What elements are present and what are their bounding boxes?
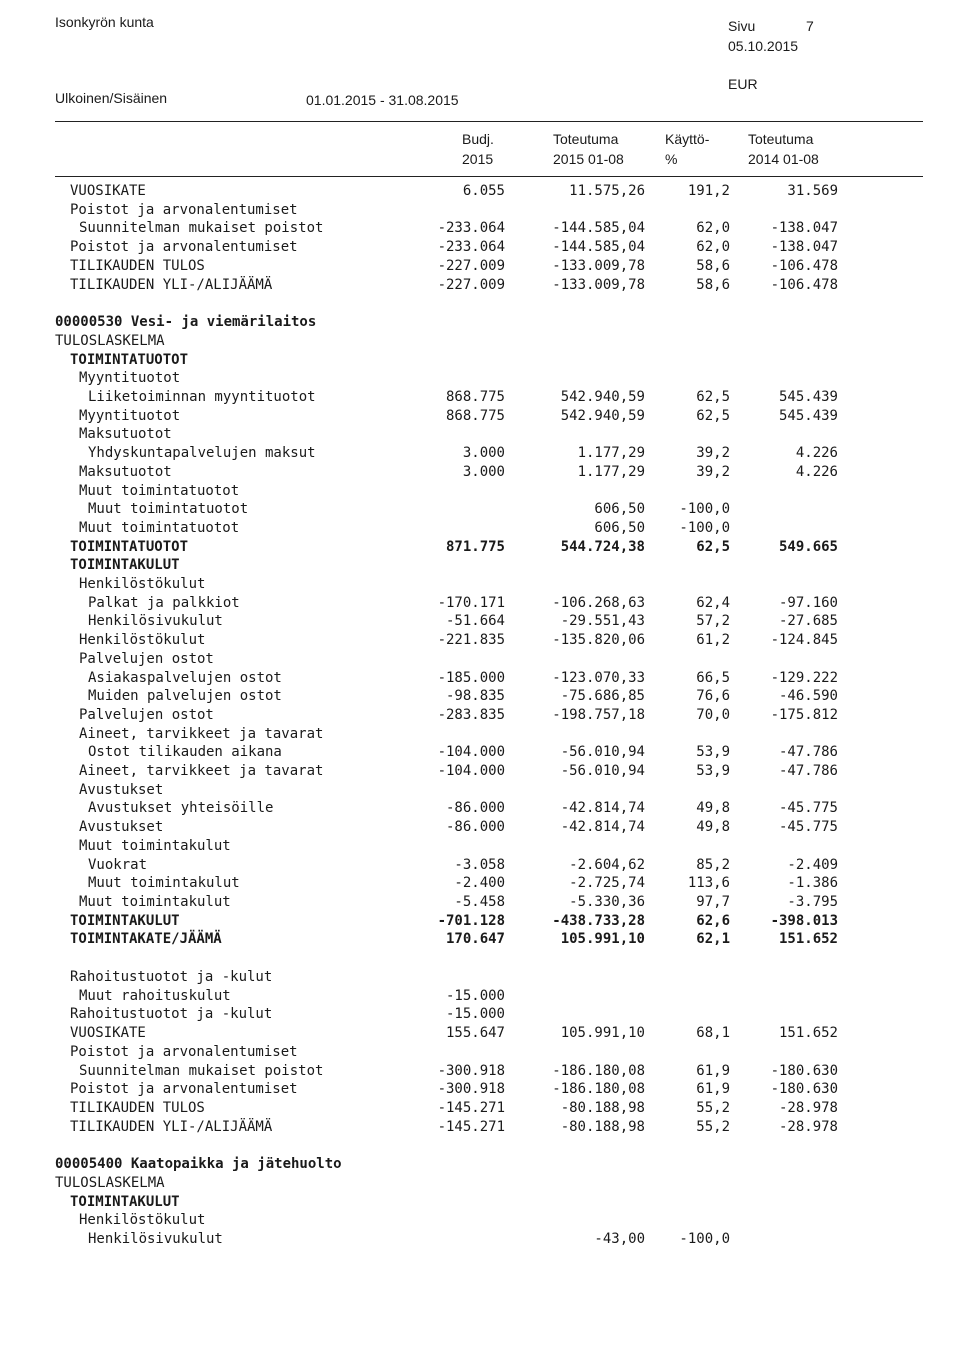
row-label: Aineet, tarvikkeet ja tavarat bbox=[79, 763, 324, 779]
usage-percent-cell: 49,8 bbox=[696, 819, 730, 836]
actual-2014-cell: 151.652 bbox=[778, 1025, 838, 1042]
usage-percent-cell: 57,2 bbox=[696, 613, 730, 630]
actual-2015-cell: -135.820,06 bbox=[552, 632, 645, 649]
actual-2015-cell: 11.575,26 bbox=[569, 183, 645, 199]
usage-percent-cell: 58,6 bbox=[696, 257, 730, 274]
usage-percent-cell: 62,5 bbox=[696, 407, 730, 424]
row-label: Muut toimintatuotot bbox=[88, 501, 249, 518]
column-header-rule bbox=[55, 176, 923, 177]
actual-2014-cell: -138.047 bbox=[770, 239, 838, 256]
col-usage-line1: Käyttö- bbox=[665, 131, 710, 147]
actual-2014-cell: -129.222 bbox=[770, 669, 838, 686]
usage-percent-cell: 68,1 bbox=[696, 1025, 730, 1042]
table-row bbox=[0, 613, 960, 632]
row-label: Muut toimintakulut bbox=[79, 893, 231, 910]
actual-2014-cell: -1.386 bbox=[787, 875, 838, 892]
actual-2014-cell: -2.409 bbox=[787, 856, 838, 873]
usage-percent-cell: 62,0 bbox=[696, 220, 730, 237]
budget-2015-cell: -145.271 bbox=[437, 1099, 505, 1116]
usage-percent-cell: 85,2 bbox=[696, 856, 730, 873]
table-row bbox=[0, 370, 960, 389]
table-row bbox=[0, 988, 960, 1007]
actual-2015-cell: -2.604,62 bbox=[569, 856, 645, 873]
row-label: Henkilöstökulut bbox=[79, 632, 206, 649]
actual-2015-cell: -133.009,78 bbox=[552, 276, 645, 293]
usage-percent-cell: 61,9 bbox=[696, 1062, 730, 1079]
actual-2014-cell: -106.478 bbox=[770, 257, 838, 274]
actual-2014-cell: -45.775 bbox=[778, 819, 838, 836]
table-row bbox=[0, 1006, 960, 1025]
actual-2014-cell: 549.665 bbox=[778, 538, 838, 555]
row-label: TOIMINTATUOTOT bbox=[70, 538, 189, 555]
row-label: TILIKAUDEN TULOS bbox=[70, 1099, 205, 1116]
budget-2015-cell: -104.000 bbox=[437, 763, 505, 779]
usage-percent-cell: 39,2 bbox=[696, 463, 730, 480]
row-label: Avustukset yhteisöille bbox=[88, 800, 274, 817]
budget-2015-cell: -86.000 bbox=[445, 819, 505, 836]
row-label: Muiden palvelujen ostot bbox=[88, 688, 282, 705]
row-label: Henkilöstökulut bbox=[79, 576, 206, 592]
actual-2014-cell: 4.226 bbox=[795, 463, 838, 480]
actual-2014-cell: -28.978 bbox=[778, 1118, 838, 1135]
row-label: Muut toimintatuotot bbox=[79, 482, 240, 499]
table-row bbox=[0, 1025, 960, 1044]
row-label: Rahoitustuotot ja -kulut bbox=[70, 1006, 273, 1023]
row-label: TOIMINTAKULUT bbox=[70, 557, 180, 574]
actual-2015-cell: -198.757,18 bbox=[552, 706, 645, 723]
budget-2015-cell: 3.000 bbox=[462, 463, 505, 480]
actual-2015-cell: 606,50 bbox=[594, 501, 645, 518]
row-label: Myyntituotot bbox=[79, 370, 181, 387]
col-prev-actual-line1: Toteutuma bbox=[748, 131, 814, 147]
budget-2015-cell: -145.271 bbox=[437, 1118, 505, 1135]
row-label: 00005400 Kaatopaikka ja jätehuolto bbox=[55, 1156, 342, 1173]
usage-percent-cell: 113,6 bbox=[687, 875, 730, 892]
table-row bbox=[0, 800, 960, 819]
actual-2014-cell: -47.786 bbox=[778, 763, 838, 779]
row-label: Maksutuotot bbox=[79, 463, 172, 480]
table-row bbox=[0, 651, 960, 670]
actual-2015-cell: -29.551,43 bbox=[560, 613, 645, 630]
actual-2015-cell: -123.070,33 bbox=[552, 669, 645, 686]
table-row bbox=[0, 183, 960, 202]
table-row bbox=[0, 258, 960, 277]
budget-2015-cell: -2.400 bbox=[454, 875, 505, 892]
actual-2015-cell: 606,50 bbox=[594, 519, 645, 536]
budget-2015-cell: -86.000 bbox=[445, 800, 505, 817]
row-label: VUOSIKATE bbox=[70, 1025, 146, 1042]
col-budget-line1: Budj. bbox=[462, 131, 494, 147]
row-label: Muut toimintakulut bbox=[79, 837, 231, 854]
budget-2015-cell: -185.000 bbox=[437, 669, 505, 686]
budget-2015-cell: -227.009 bbox=[437, 276, 505, 293]
usage-percent-cell: -100,0 bbox=[679, 501, 730, 518]
actual-2014-cell: 151.652 bbox=[778, 931, 838, 948]
col-budget-line2: 2015 bbox=[462, 151, 494, 167]
table-row bbox=[0, 819, 960, 838]
table-row bbox=[0, 557, 960, 576]
col-actual-line2: 2015 01-08 bbox=[553, 151, 624, 167]
currency-label: EUR bbox=[728, 76, 758, 92]
table-row bbox=[0, 726, 960, 745]
budget-2015-cell: -15.000 bbox=[445, 987, 505, 1004]
actual-2014-cell: -180.630 bbox=[770, 1062, 838, 1079]
budget-2015-cell: -5.458 bbox=[454, 893, 505, 910]
actual-2015-cell: -56.010,94 bbox=[560, 744, 645, 761]
col-usage-line2: % bbox=[665, 151, 678, 167]
table-row bbox=[0, 220, 960, 239]
usage-percent-cell: 53,9 bbox=[696, 763, 730, 779]
table-row bbox=[0, 539, 960, 558]
table-row bbox=[0, 1231, 960, 1250]
usage-percent-cell: 97,7 bbox=[696, 893, 730, 910]
table-row bbox=[0, 894, 960, 913]
actual-2015-cell: -42.814,74 bbox=[560, 800, 645, 817]
usage-percent-cell: 53,9 bbox=[696, 744, 730, 761]
budget-2015-cell: 155.647 bbox=[445, 1025, 505, 1042]
budget-2015-cell: 871.775 bbox=[445, 538, 505, 555]
row-label: Yhdyskuntapalvelujen maksut bbox=[88, 445, 316, 462]
actual-2015-cell: 542.940,59 bbox=[560, 407, 645, 424]
col-prev-actual-line2: 2014 01-08 bbox=[748, 151, 819, 167]
actual-2015-cell: -80.188,98 bbox=[560, 1118, 645, 1135]
usage-percent-cell: 61,9 bbox=[696, 1081, 730, 1098]
row-label: Maksutuotot bbox=[79, 426, 172, 443]
row-label: Vuokrat bbox=[88, 856, 148, 873]
row-label: Henkilöstökulut bbox=[79, 1212, 206, 1229]
actual-2015-cell: 1.177,29 bbox=[577, 445, 645, 462]
actual-2015-cell: -80.188,98 bbox=[560, 1099, 645, 1116]
actual-2015-cell: -42.814,74 bbox=[560, 819, 645, 836]
page-number: 7 bbox=[806, 18, 814, 34]
actual-2015-cell: -75.686,85 bbox=[560, 688, 645, 705]
table-row bbox=[0, 969, 960, 988]
row-label: Ostot tilikauden aikana bbox=[88, 744, 282, 761]
actual-2015-cell: 105.991,10 bbox=[560, 931, 645, 948]
actual-2014-cell: -46.590 bbox=[778, 688, 838, 705]
budget-2015-cell: 3.000 bbox=[462, 445, 505, 462]
budget-2015-cell: -283.835 bbox=[437, 706, 505, 723]
budget-2015-cell: -300.918 bbox=[437, 1081, 505, 1098]
row-label: TOIMINTAKATE/JÄÄMÄ bbox=[70, 931, 222, 948]
table-row bbox=[0, 688, 960, 707]
actual-2015-cell: -438.733,28 bbox=[552, 912, 645, 929]
usage-percent-cell: 62,6 bbox=[696, 912, 730, 929]
row-label: Poistot ja arvonalentumiset bbox=[70, 1081, 298, 1098]
actual-2015-cell: -2.725,74 bbox=[569, 875, 645, 892]
table-row bbox=[0, 782, 960, 801]
usage-percent-cell: -100,0 bbox=[679, 519, 730, 536]
row-label: Poistot ja arvonalentumiset bbox=[70, 1043, 298, 1060]
table-row bbox=[0, 445, 960, 464]
usage-percent-cell: 66,5 bbox=[696, 669, 730, 686]
budget-2015-cell: -51.664 bbox=[445, 613, 505, 630]
actual-2014-cell: 4.226 bbox=[795, 445, 838, 462]
report-scope: Ulkoinen/Sisäinen bbox=[55, 90, 168, 106]
table-row bbox=[0, 763, 960, 782]
usage-percent-cell: 61,2 bbox=[696, 632, 730, 649]
table-row bbox=[0, 838, 960, 857]
budget-2015-cell: -701.128 bbox=[437, 912, 505, 929]
row-label: TOIMINTAKULUT bbox=[70, 1193, 180, 1210]
table-row bbox=[0, 931, 960, 950]
table-row bbox=[0, 744, 960, 763]
actual-2014-cell: 31.569 bbox=[787, 183, 838, 199]
table-row bbox=[0, 408, 960, 427]
usage-percent-cell: 191,2 bbox=[687, 183, 730, 199]
budget-2015-cell: 868.775 bbox=[445, 389, 505, 405]
table-row bbox=[0, 333, 960, 352]
budget-2015-cell: -300.918 bbox=[437, 1062, 505, 1079]
table-row bbox=[0, 352, 960, 371]
row-label: Suunnitelman mukaiset poistot bbox=[79, 1062, 324, 1079]
table-row bbox=[0, 1100, 960, 1119]
usage-percent-cell: 62,0 bbox=[696, 239, 730, 256]
actual-2014-cell: -97.160 bbox=[778, 594, 838, 611]
budget-2015-cell: -98.835 bbox=[445, 688, 505, 705]
col-actual-line1: Toteutuma bbox=[553, 131, 619, 147]
table-row bbox=[0, 1063, 960, 1082]
table-row bbox=[0, 501, 960, 520]
table-row bbox=[0, 464, 960, 483]
row-label: Suunnitelman mukaiset poistot bbox=[79, 220, 324, 237]
table-row bbox=[0, 520, 960, 539]
row-label: Muut rahoituskulut bbox=[79, 987, 231, 1004]
report-period: 01.01.2015 - 31.08.2015 bbox=[306, 92, 459, 108]
table-row bbox=[0, 1156, 960, 1175]
row-label: Myyntituotot bbox=[79, 407, 181, 424]
table-row bbox=[0, 1081, 960, 1100]
actual-2015-cell: 542.940,59 bbox=[560, 389, 645, 405]
table-row bbox=[0, 576, 960, 595]
usage-percent-cell: 55,2 bbox=[696, 1099, 730, 1116]
table-row bbox=[0, 314, 960, 333]
actual-2014-cell: -27.685 bbox=[778, 613, 838, 630]
table-row bbox=[0, 707, 960, 726]
budget-2015-cell: -221.835 bbox=[437, 632, 505, 649]
usage-percent-cell: 58,6 bbox=[696, 276, 730, 293]
row-label: Poistot ja arvonalentumiset bbox=[70, 239, 298, 256]
report-date: 05.10.2015 bbox=[728, 38, 799, 54]
row-label: VUOSIKATE bbox=[70, 183, 146, 199]
row-label: Palvelujen ostot bbox=[79, 706, 214, 723]
usage-percent-cell: 55,2 bbox=[696, 1118, 730, 1135]
actual-2014-cell: 545.439 bbox=[778, 407, 838, 424]
row-label: Henkilösivukulut bbox=[88, 613, 223, 630]
actual-2014-cell: -45.775 bbox=[778, 800, 838, 817]
actual-2014-cell: 545.439 bbox=[778, 389, 838, 405]
budget-2015-cell: 170.647 bbox=[445, 931, 505, 948]
organization-name: Isonkyrön kunta bbox=[55, 14, 154, 30]
usage-percent-cell: 62,4 bbox=[696, 594, 730, 611]
row-label: Avustukset bbox=[79, 819, 164, 836]
budget-2015-cell: 6.055 bbox=[462, 183, 505, 199]
row-label: Rahoitustuotot ja -kulut bbox=[70, 969, 273, 985]
usage-percent-cell: 62,5 bbox=[696, 389, 730, 405]
table-row bbox=[0, 483, 960, 502]
row-label: Liiketoiminnan myyntituotot bbox=[88, 389, 316, 405]
row-label: TILIKAUDEN TULOS bbox=[70, 257, 205, 274]
actual-2014-cell: -3.795 bbox=[787, 893, 838, 910]
actual-2015-cell: 1.177,29 bbox=[577, 463, 645, 480]
usage-percent-cell: 39,2 bbox=[696, 445, 730, 462]
budget-2015-cell: -233.064 bbox=[437, 220, 505, 237]
actual-2015-cell: -106.268,63 bbox=[552, 594, 645, 611]
row-label: TOIMINTAKULUT bbox=[70, 912, 180, 929]
header-rule bbox=[55, 121, 923, 122]
row-label: 00000530 Vesi- ja viemärilaitos bbox=[55, 314, 317, 331]
row-label: Henkilösivukulut bbox=[88, 1231, 223, 1248]
actual-2014-cell: -180.630 bbox=[770, 1081, 838, 1098]
row-label: Asiakaspalvelujen ostot bbox=[88, 669, 282, 686]
table-row bbox=[0, 913, 960, 932]
actual-2015-cell: -56.010,94 bbox=[560, 763, 645, 779]
actual-2015-cell: -144.585,04 bbox=[552, 239, 645, 256]
table-row bbox=[0, 595, 960, 614]
page-label: Sivu bbox=[728, 18, 756, 34]
usage-percent-cell: 76,6 bbox=[696, 688, 730, 705]
actual-2015-cell: -43,00 bbox=[594, 1231, 645, 1248]
row-label: Muut toimintatuotot bbox=[79, 519, 240, 536]
usage-percent-cell: 49,8 bbox=[696, 800, 730, 817]
actual-2014-cell: -398.013 bbox=[770, 912, 838, 929]
actual-2015-cell: -186.180,08 bbox=[552, 1062, 645, 1079]
row-label: Palvelujen ostot bbox=[79, 650, 214, 667]
budget-2015-cell: -233.064 bbox=[437, 239, 505, 256]
table-row bbox=[0, 857, 960, 876]
row-label: TILIKAUDEN YLI-/ALIJÄÄMÄ bbox=[70, 1118, 273, 1135]
table-row bbox=[0, 670, 960, 689]
row-label: TILIKAUDEN YLI-/ALIJÄÄMÄ bbox=[70, 276, 273, 293]
actual-2015-cell: -133.009,78 bbox=[552, 257, 645, 274]
table-row bbox=[0, 1212, 960, 1231]
actual-2014-cell: -175.812 bbox=[770, 706, 838, 723]
actual-2015-cell: 544.724,38 bbox=[560, 538, 645, 555]
budget-2015-cell: -170.171 bbox=[437, 594, 505, 611]
actual-2015-cell: -186.180,08 bbox=[552, 1081, 645, 1098]
actual-2014-cell: -106.478 bbox=[770, 276, 838, 293]
row-label: Poistot ja arvonalentumiset bbox=[70, 201, 298, 218]
actual-2014-cell: -47.786 bbox=[778, 744, 838, 761]
actual-2015-cell: 105.991,10 bbox=[560, 1025, 645, 1042]
budget-2015-cell: -104.000 bbox=[437, 744, 505, 761]
usage-percent-cell: 70,0 bbox=[696, 706, 730, 723]
table-row bbox=[0, 202, 960, 221]
table-row bbox=[0, 875, 960, 894]
row-label: Avustukset bbox=[79, 781, 164, 798]
table-row bbox=[0, 1044, 960, 1063]
actual-2014-cell: -124.845 bbox=[770, 632, 838, 649]
table-row bbox=[0, 632, 960, 651]
row-label: Aineet, tarvikkeet ja tavarat bbox=[79, 725, 324, 742]
table-row bbox=[0, 239, 960, 258]
actual-2014-cell: -138.047 bbox=[770, 220, 838, 237]
row-label: Palkat ja palkkiot bbox=[88, 594, 240, 611]
table-row bbox=[0, 389, 960, 408]
table-row bbox=[0, 1194, 960, 1213]
usage-percent-cell: 62,1 bbox=[696, 931, 730, 948]
row-label: Muut toimintakulut bbox=[88, 875, 240, 892]
actual-2014-cell: -28.978 bbox=[778, 1099, 838, 1116]
actual-2015-cell: -144.585,04 bbox=[552, 220, 645, 237]
budget-2015-cell: -15.000 bbox=[445, 1006, 505, 1023]
budget-2015-cell: -227.009 bbox=[437, 257, 505, 274]
table-row bbox=[0, 1175, 960, 1194]
usage-percent-cell: 62,5 bbox=[696, 538, 730, 555]
row-label: TULOSLASKELMA bbox=[55, 1175, 165, 1191]
row-label: TOIMINTATUOTOT bbox=[70, 351, 189, 368]
budget-2015-cell: 868.775 bbox=[445, 407, 505, 424]
budget-2015-cell: -3.058 bbox=[454, 856, 505, 873]
table-row bbox=[0, 426, 960, 445]
actual-2015-cell: -5.330,36 bbox=[569, 893, 645, 910]
usage-percent-cell: -100,0 bbox=[679, 1231, 730, 1248]
table-row bbox=[0, 277, 960, 296]
table-row bbox=[0, 1119, 960, 1138]
row-label: TULOSLASKELMA bbox=[55, 332, 165, 349]
